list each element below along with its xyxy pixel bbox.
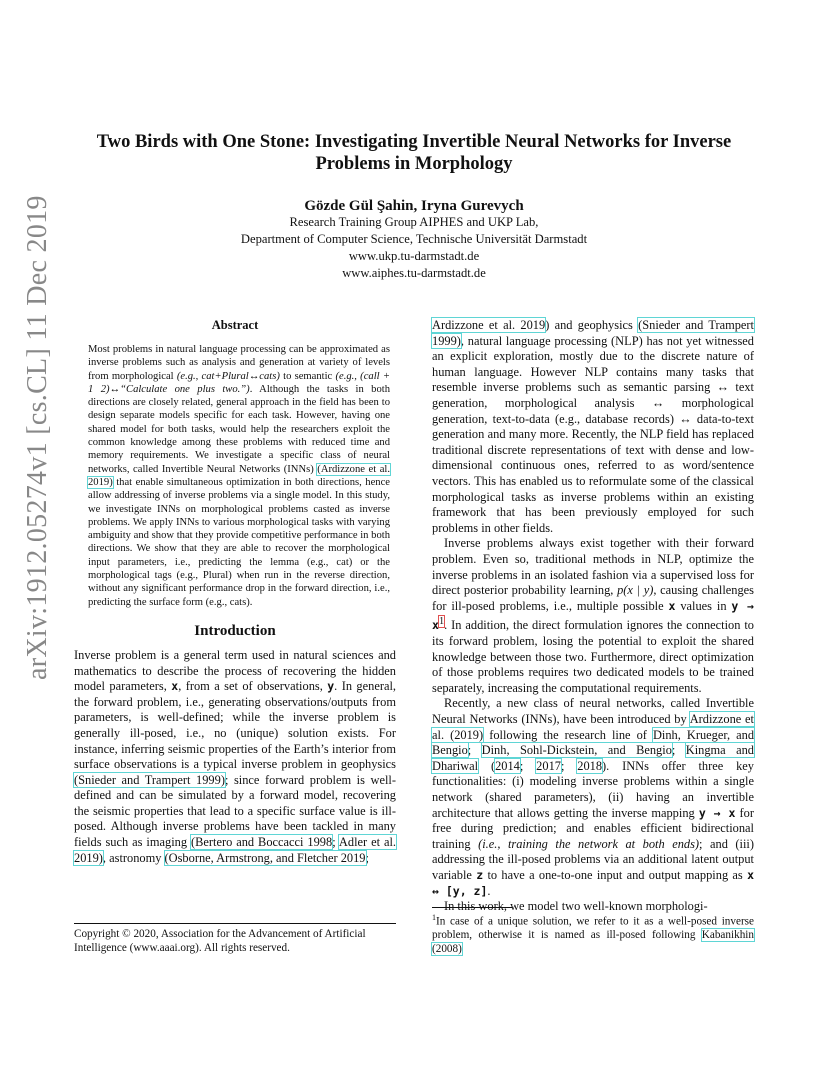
- abstract-text: . Although the tasks in both directions are closely related, general approach in the field has been to design separate models specific for each task. However, having one shared model for both tasks, would help the researchers exploit the common knowledge among these problems with reduced time and memory requirements. We investigate a specific class of neural networks, called Invertible Neural Networks (INNs): [88, 383, 390, 475]
- body-text: Recently, a new class of neural networks, called Invertible Neural Networks (INNs), have been introduced by: [432, 696, 754, 726]
- intro-paragraph: [74, 648, 396, 866]
- math-expression: y → x: [432, 598, 754, 633]
- body-text: , natural language processing (NLP) has not yet witnessed an explicit exploration, mostly due to the discrete nature of human language. However NLP contains many tasks that resemble inverse problems such as semantic parsing ↔ text generation, morphological analysis ↔ morphological generation, text-to-data (e.g., database records) ↔ data-to-text generation and many more. Recently, the NLP field has replaced traditional discrete representations of text with dense and low-dimensional continuous ones, referred to as word/sentence vectors. This has enabled us to reformulate some of the classical morphological tasks as inverse problems within an existing framework that has been previously employed for such problems in other fields.: [432, 333, 754, 535]
- body-text: ) and geophysics: [545, 318, 639, 332]
- citation-link[interactable]: (Snieder and Trampert 1999): [74, 772, 225, 787]
- affiliation-url[interactable]: www.aiphes.tu-darmstadt.de: [342, 266, 486, 280]
- paper-title: Two Birds with One Stone: Investigating Invertible Neural Networks for Inverse Problems in Morphology: [96, 132, 732, 174]
- left-column: [74, 318, 396, 866]
- citation-link[interactable]: Kabanikhin (2008): [432, 929, 754, 955]
- affiliation: [70, 214, 758, 282]
- citation-link[interactable]: (Osborne, Armstrong, and Fletcher 2019: [164, 850, 366, 865]
- body-text: to have a one-to-one input and output mapping as: [483, 867, 748, 882]
- body-text: (: [478, 758, 496, 773]
- body-text: . In addition, the direct formulation ignores the connection to its forward problem, losing the potential to exploit the shared knowledge between those two. Furthermore, direct optimization of those problems requires two dedicated models to be trained separately, increasing the computational requirements.: [432, 618, 754, 695]
- footnote-divider: [432, 907, 512, 908]
- body-text: ;: [560, 758, 578, 773]
- copyright-notice: Copyright © 2020, Association for the Advancement of Artificial Intelligence (www.aaai.org). All rights reserved.: [74, 928, 366, 954]
- footnote-marker[interactable]: 1: [438, 616, 445, 628]
- abstract-text: that enable simultaneous optimization in both directions, hence allow addressing of inverse problems via a single model. In this study, we investigate INNs on morphological problems casted as inverse problems. We apply INNs to various morphological tasks with varying ambiguity and show that they provide competitive performance in both directions. We show that they are able to recover the morphological input parameters, i.e., predicting the lemma (e.g., cat) or the morphological tags (e.g., Plural) when run in the reverse direction, without any significant performance drop in the forward direction, i.e., predicting the surface form (e.g., cats).: [88, 476, 390, 608]
- abstract-example: (e.g., cat+Plural↔cats): [176, 370, 280, 382]
- body-text: for free during prediction; and enables efficient bidirectional training: [432, 805, 755, 851]
- citation-link[interactable]: Kingma and Dhariwal: [432, 743, 754, 773]
- citation-link[interactable]: Dinh, Krueger, and Bengio: [432, 727, 755, 758]
- body-text: , causing challenges for ill-posed problems, i.e., multiple possible: [432, 583, 754, 613]
- citation-link[interactable]: (Snieder and Trampert 1999): [432, 318, 754, 348]
- citation-link[interactable]: 2014: [495, 758, 520, 773]
- body-text: Inverse problem is a general term used in natural sciences and mathematics to describe the process of recovering the hidden model parameters,: [74, 647, 396, 694]
- footnote-text: In case of a unique solution, we refer to it as a well-posed inverse problem, otherwise it is named as ill-posed following: [432, 915, 754, 942]
- abstract-text: to semantic: [279, 370, 336, 382]
- body-text: ;: [467, 743, 482, 758]
- citation-link[interactable]: (Ardizzone et al. 2019): [88, 463, 390, 488]
- math-symbol: x: [171, 679, 179, 694]
- body-text: ; since forward problem is well-defined and can be simulated by a forward model, recovering the seismic properties that lead to a specific surface value is ill-posed. Although inverse problems have been tackled in many fields such as imaging: [74, 772, 396, 850]
- footnote: [432, 911, 754, 957]
- copyright-divider: [74, 923, 396, 924]
- math-expression: x ↔ [y, z]: [432, 867, 754, 898]
- body-text: values in: [675, 598, 732, 613]
- math-symbol: y: [327, 679, 335, 694]
- body-text: In this work, we model two well-known morphologi-: [444, 899, 708, 914]
- citation-link[interactable]: 2017: [536, 758, 561, 773]
- footnote-number: 1: [432, 913, 436, 922]
- authors: Gözde Gül Şahin, Iryna Gurevych: [304, 198, 524, 214]
- body-text: ; and (iii) addressing the ill-posed problems via an additional latent output variable: [432, 836, 754, 882]
- body-text: ). INNs offer three key functionalities: (i) modeling inverse problems within a single network (shared parameters), (ii) having an invertible architecture that allows getting the inverse mapping: [432, 758, 754, 820]
- body-text: ;: [519, 758, 537, 773]
- body-text: , from a set of observations,: [178, 679, 328, 694]
- body-text: following the research line of: [483, 727, 653, 742]
- citation-link[interactable]: Dinh, Sohl-Dickstein, and Bengio: [481, 743, 672, 758]
- math-expression: p(x | y): [617, 583, 654, 598]
- citation-link[interactable]: Ardizzone et al. (2019): [432, 711, 754, 742]
- affiliation-line: Department of Computer Science, Technische Universität Darmstadt: [240, 232, 588, 246]
- arxiv-stamp: arXiv:1912.05274v1 [cs.CL] 11 Dec 2019: [22, 195, 53, 680]
- citation-link[interactable]: (Bertero and Boccacci 1998: [190, 835, 333, 850]
- affiliation-url[interactable]: www.ukp.tu-darmstadt.de: [348, 249, 480, 263]
- body-text: ;: [365, 850, 369, 865]
- math-symbol: z: [476, 867, 484, 882]
- body-text: . In general, the forward problem, i.e., generating observations/outputs from parameters, is well-defined; while the inverse problem is generally ill-posed, i.e., no (unique) solution exists. For instance, inferring seismic properties of the Earth’s interior from surface observations is a typical inverse problem in geophysics: [74, 679, 396, 772]
- abstract-heading: Abstract: [211, 318, 259, 332]
- citation-link[interactable]: Adler et al. 2019): [74, 835, 397, 865]
- section-heading-introduction: Introduction: [194, 622, 276, 639]
- citation-link[interactable]: Ardizzone et al. 2019: [432, 318, 546, 332]
- citation-link[interactable]: 2018: [577, 758, 603, 773]
- abstract-body: [88, 343, 390, 609]
- abstract-example: (e.g., (call + 1 2)↔“Calculate one plus two.”): [88, 370, 390, 395]
- math-symbol: x: [668, 598, 676, 613]
- emphasis-text: (i.e., training the network at both ends): [478, 836, 700, 851]
- body-text: Inverse problems always exist together with their forward problem. Even so, traditional methods in NLP, optimize the inverse problems in an isolated fashion via a supervised loss for direct posterior probability learning,: [432, 536, 754, 598]
- math-expression: y → x: [698, 805, 736, 820]
- abstract-text: Most problems in natural language processing can be approximated as inverse problems such as analysis and generation at variety of levels from morphological: [88, 344, 390, 382]
- body-text: ;: [332, 835, 339, 850]
- body-text: ;: [671, 743, 686, 758]
- body-text: .: [487, 883, 491, 898]
- affiliation-line: Research Training Group AIPHES and UKP Lab,: [289, 215, 539, 229]
- right-column: [432, 318, 754, 915]
- body-text: , astronomy: [102, 850, 165, 865]
